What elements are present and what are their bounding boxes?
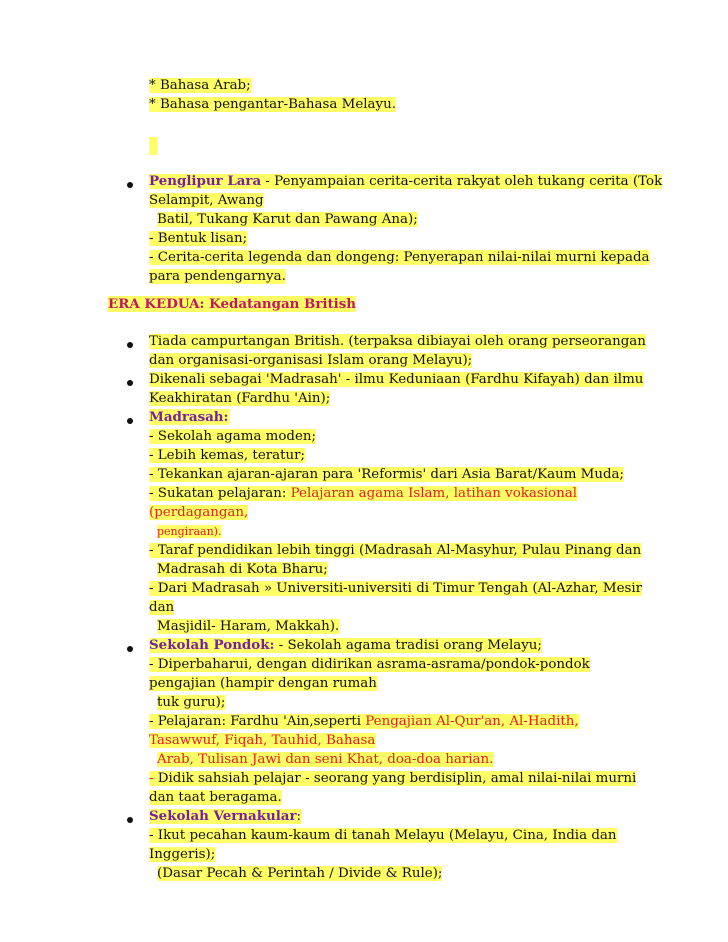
penglipur-line-4: - Bentuk lisan; bbox=[149, 231, 248, 246]
madrasah-line-2: - Lebih kemas, teratur; bbox=[149, 448, 306, 463]
madrasah-line-8: Madrasah di Kota Bharu; bbox=[157, 562, 328, 577]
vernakular-line-2: Inggeris); bbox=[149, 847, 216, 862]
bullet-icon bbox=[127, 342, 133, 348]
bullet-icon bbox=[127, 817, 133, 823]
bullet-icon bbox=[127, 418, 133, 424]
penglipur-line-5: - Cerita-cerita legenda dan dongeng: Penyerapan nilai-nilai murni kepada bbox=[149, 250, 650, 265]
madrasah-line-4: - Sukatan pelajaran: Pelajaran agama Islam, latihan vokasional bbox=[149, 486, 577, 501]
penglipur-line-1: Penglipur Lara - Penyampaian cerita-cerita rakyat oleh tukang cerita (Tok bbox=[149, 173, 663, 189]
madrasah-term: Madrasah: bbox=[149, 409, 229, 425]
penglipur-term: Penglipur Lara bbox=[149, 173, 262, 189]
vernakular-term: Sekolah Vernakular: bbox=[149, 808, 302, 824]
dikenali-line-1: Dikenali sebagai 'Madrasah' - ilmu Keduniaan (Fardhu Kifayah) dan ilmu bbox=[149, 372, 644, 387]
madrasah-line-7: - Taraf pendidikan lebih tinggi (Madrasah Al-Masyhur, Pulau Pinang dan bbox=[149, 543, 642, 558]
madrasah-line-10: dan bbox=[149, 600, 175, 615]
pondok-line-9: dan taat beragama. bbox=[149, 790, 282, 805]
madrasah-line-5: (perdagangan, bbox=[149, 505, 249, 520]
penglipur-line-2: Selampit, Awang bbox=[149, 193, 264, 208]
pondok-line-8: - Didik sahsiah pelajar - seorang yang berdisiplin, amal nilai-nilai murni bbox=[149, 771, 637, 786]
dikenali-line-2: Keakhiratan (Fardhu 'Ain); bbox=[149, 391, 331, 406]
vernakular-line-3: (Dasar Pecah & Perintah / Divide & Rule); bbox=[157, 866, 443, 881]
pondok-line-3: pengajian (hampir dengan rumah bbox=[149, 676, 377, 691]
pondok-line-4: tuk guru); bbox=[157, 695, 226, 710]
pondok-line-7: Arab, Tulisan Jawi dan seni Khat, doa-doa harian. bbox=[157, 752, 494, 767]
madrasah-line-3: - Tekankan ajaran-ajaran para 'Reformis' dari Asia Barat/Kaum Muda; bbox=[149, 467, 625, 482]
pondok-term: Sekolah Pondok: bbox=[149, 637, 275, 653]
bullet-icon bbox=[127, 646, 133, 652]
bullet-icon bbox=[127, 380, 133, 386]
empty-highlight-mark bbox=[149, 137, 157, 155]
pondok-line-1: Sekolah Pondok: - Sekolah agama tradisi orang Melayu; bbox=[149, 637, 542, 653]
vernakular-line-1: - Ikut pecahan kaum-kaum di tanah Melayu (Melayu, Cina, India dan bbox=[149, 828, 617, 843]
intro-line-2: * Bahasa pengantar-Bahasa Melayu. bbox=[149, 97, 396, 112]
pondok-line-2: - Diperbaharui, dengan didirikan asrama-asrama/pondok-pondok bbox=[149, 657, 590, 672]
madrasah-line-9: - Dari Madrasah » Universiti-universiti di Timur Tengah (Al-Azhar, Mesir bbox=[149, 581, 643, 596]
madrasah-line-11: Masjidil- Haram, Makkah). bbox=[157, 619, 340, 634]
bullet-icon bbox=[127, 182, 133, 188]
penglipur-line-6: para pendengarnya. bbox=[149, 269, 286, 284]
tiada-line-1: Tiada campurtangan British. (terpaksa dibiayai oleh orang perseorangan bbox=[149, 334, 646, 349]
madrasah-line-6: pengiraan). bbox=[157, 525, 222, 538]
tiada-line-2: dan organisasi-organisasi Islam orang Melayu); bbox=[149, 353, 473, 368]
intro-line-1: * Bahasa Arab; bbox=[149, 78, 251, 93]
section-heading: ERA KEDUA: Kedatangan British bbox=[108, 296, 357, 312]
pondok-line-5: - Pelajaran: Fardhu 'Ain,seperti Pengajian Al-Qur'an, Al-Hadith, bbox=[149, 714, 579, 729]
madrasah-line-1: - Sekolah agama moden; bbox=[149, 429, 317, 444]
penglipur-line-3: Batil, Tukang Karut dan Pawang Ana); bbox=[157, 212, 418, 227]
pondok-line-6: Tasawwuf, Fiqah, Tauhid, Bahasa bbox=[149, 733, 376, 748]
